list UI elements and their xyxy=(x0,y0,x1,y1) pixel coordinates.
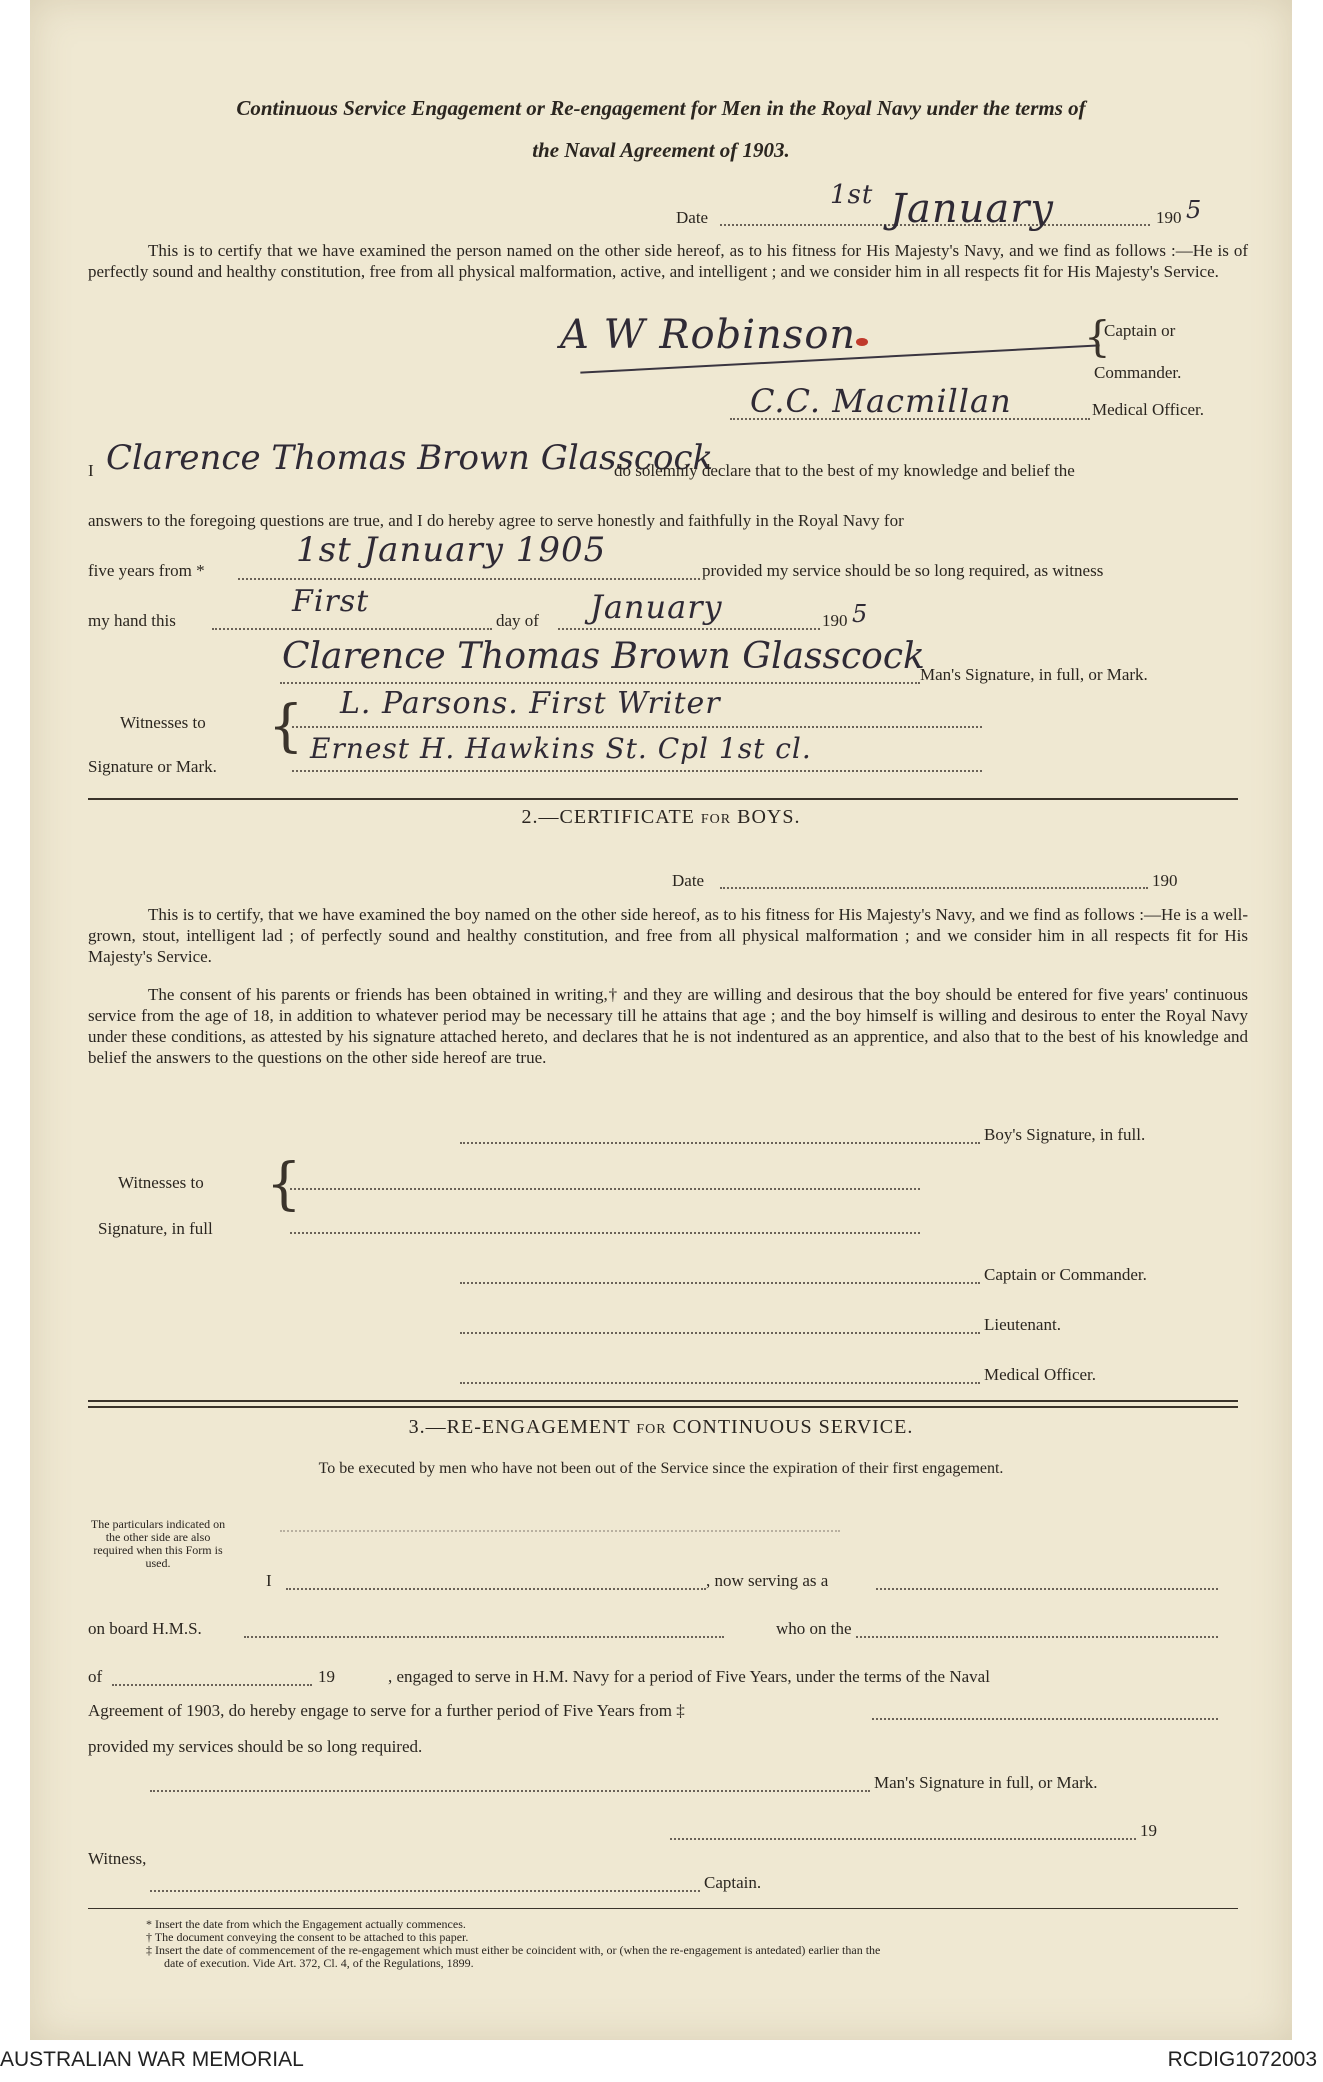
medical-officer-label: Medical Officer. xyxy=(1092,400,1205,419)
section3-year-19: 19 xyxy=(318,1667,335,1686)
date-year-prefix: 190 xyxy=(1156,208,1182,227)
section2-heading: 2.—CERTIFICATE FOR BOYS. xyxy=(521,806,801,828)
section3-engaged-text: , engaged to serve in H.M. Navy for a period of Five Years, under the terms of the Naval xyxy=(388,1667,990,1686)
footnote-3b: date of execution. Vide Art. 372, Cl. 4, of the Regulations, 1899. xyxy=(164,1956,474,1970)
captain-brace: { xyxy=(1084,312,1111,361)
provided-text: provided my service should be so long required, as witness xyxy=(702,561,1104,580)
section3-from-dots xyxy=(872,1718,1218,1720)
section2-captain-label: Captain or Commander. xyxy=(984,1265,1147,1284)
witness-2-dots xyxy=(292,770,982,772)
section3-subheading: To be executed by men who have not been out of the Service since the expiration of their first engagement. xyxy=(318,1460,1004,1477)
section3-witness-label: Witness, xyxy=(88,1849,147,1868)
medical-dots xyxy=(730,418,1090,420)
commander-label: Commander. xyxy=(1094,363,1182,382)
section2-witness-brace: { xyxy=(266,1152,302,1217)
section3-who-on-the: who on the xyxy=(776,1619,852,1638)
section3-agreement-text: Agreement of 1903, do hereby engage to serve for a further period of Five Years from ‡ xyxy=(88,1701,685,1720)
form-title-line2: the Naval Agreement of 1903. xyxy=(532,138,790,162)
section1-certify-text: This is to certify that we have examined the person named on the other side hereof, as to his fitness for His Majesty's Navy, and we find as follows :—He is of perfectly sound and healthy constitution, free from all physical malformation, active, and intelligent ; and we consider him in all respects fit for His Majesty's Service. xyxy=(88,241,1248,281)
caption-left: AUSTRALIAN WAR MEMORIAL xyxy=(0,2048,304,2071)
section2-certify-text: This is to certify, that we have examined the boy named on the other side hereof, as to his fitness for His Majesty's Navy, and we find as follows :—He is a well-grown, stout, intelligent lad ; of perfectly sound and healthy constitution, and free from all physical malformation ; and we consider him in all respects fit for His Majesty's Service. xyxy=(88,905,1248,966)
witness-1-signature: L. Parsons. First Writer xyxy=(340,686,721,721)
declare-text-1: do solemnly declare that to the best of my knowledge and belief the xyxy=(614,461,1075,480)
date-label: Date xyxy=(676,208,709,227)
captain-signature: A W Robinson xyxy=(560,312,857,358)
day-dots xyxy=(212,628,492,630)
footnote-2: † The document conveying the consent to be attached to this paper. xyxy=(146,1930,469,1944)
section-divider-1 xyxy=(88,798,1238,800)
section2-consent-text: The consent of his parents or friends has been obtained in writing,† and they are willing and desirous that the boy should be entered for five years' continuous service from the age of 18, in addition to whatever period may be necessary till he attains that age ; and the boy himself is willing and desirous to enter the Royal Navy under these conditions, as attested by his signature attached hereto, and declares that he is not indentured as an apprentice, and also that to the best of his knowledge and belief the answers to the questions on the other side hereof are true. xyxy=(88,985,1248,1067)
five-years-dots xyxy=(238,578,700,580)
section3-signature-dots xyxy=(150,1790,870,1792)
man-signature-dots xyxy=(280,682,920,684)
section2-witness-1-dots xyxy=(290,1188,920,1190)
witness-2-signature: Ernest H. Hawkins St. Cpl 1st cl. xyxy=(310,732,812,765)
date-hand-day: 1st xyxy=(830,180,874,210)
section2-lieutenant-dots xyxy=(460,1332,980,1334)
man-signature: Clarence Thomas Brown Glasscock xyxy=(282,636,925,677)
form-title-line1: Continuous Service Engagement or Re-engagement for Men in the Royal Navy under the terms of xyxy=(236,96,1086,120)
section3-rating-dots xyxy=(876,1588,1218,1590)
section2-signature-in-full-label: Signature, in full xyxy=(98,1219,213,1238)
red-ink-mark xyxy=(856,338,868,346)
section2-captain-dots xyxy=(460,1282,980,1284)
footnote-divider xyxy=(88,1908,1238,1909)
boy-signature-dots xyxy=(460,1142,980,1144)
section3-on-board: on board H.M.S. xyxy=(88,1619,202,1638)
section2-witness-2-dots xyxy=(290,1232,920,1234)
month-dots xyxy=(558,628,820,630)
document-page xyxy=(30,0,1292,2040)
section3-captain-label: Captain. xyxy=(704,1873,762,1892)
section3-I-label: I xyxy=(266,1571,272,1590)
man-signature-label: Man's Signature, in full, or Mark. xyxy=(920,665,1148,684)
section3-of-label: of xyxy=(88,1667,103,1686)
section3-day-dots xyxy=(856,1636,1218,1638)
signature-or-mark-label: Signature or Mark. xyxy=(88,757,217,776)
section2-date-dots xyxy=(720,887,1148,889)
section3-captain-dots xyxy=(150,1890,700,1892)
section3-date-dots xyxy=(670,1838,1136,1840)
year-prefix: 190 xyxy=(822,611,848,630)
declare-I: I xyxy=(88,461,94,480)
declarant-name: Clarence Thomas Brown Glasscock xyxy=(106,438,714,478)
caption-right: RCDIG1072003 xyxy=(1167,2048,1317,2071)
section3-heading: 3.—RE-ENGAGEMENT FOR CONTINUOUS SERVICE. xyxy=(408,1416,914,1438)
section2-medical-label: Medical Officer. xyxy=(984,1365,1097,1384)
section3-date-19: 19 xyxy=(1140,1821,1157,1840)
witness-brace: { xyxy=(268,694,304,759)
section3-provided-text: provided my services should be so long required. xyxy=(88,1737,423,1756)
witness-1-dots xyxy=(292,726,982,728)
section3-ship-dots xyxy=(244,1636,724,1638)
declare-text-2: answers to the foregoing questions are true, and I do hereby agree to serve honestly and faithfully in the Royal Navy for xyxy=(88,511,904,530)
section3-now-serving: , now serving as a xyxy=(706,1571,829,1590)
section3-name-dots xyxy=(286,1588,706,1590)
month-hand: January xyxy=(590,588,723,626)
medical-officer-signature: C.C. Macmillan xyxy=(750,382,1012,420)
footnote-3: ‡ Insert the date of commencement of the re-engagement which must either be coincident with, or (when the re-engagement is antedated) earlier than the xyxy=(146,1943,881,1957)
section3-side-note: The particulars indicated on the other side are also required when this Form is used. xyxy=(90,1517,226,1570)
date-hand-year: 5 xyxy=(1186,196,1203,224)
day-hand: First xyxy=(292,584,370,619)
date-hand-month: January xyxy=(890,186,1054,232)
section3-faint-dots xyxy=(280,1530,840,1532)
captain-or-label: Captain or xyxy=(1104,321,1176,340)
section3-man-signature-label: Man's Signature in full, or Mark. xyxy=(874,1773,1098,1792)
section2-lieutenant-label: Lieutenant. xyxy=(984,1315,1061,1334)
my-hand-label: my hand this xyxy=(88,611,176,630)
five-years-date: 1st January 1905 xyxy=(296,530,607,570)
section-divider-2 xyxy=(88,1400,1238,1408)
boy-signature-label: Boy's Signature, in full. xyxy=(984,1125,1146,1144)
section3-of-dots xyxy=(112,1684,312,1686)
section2-date-year: 190 xyxy=(1152,871,1178,890)
section2-witnesses-label: Witnesses to xyxy=(118,1173,204,1192)
section2-medical-dots xyxy=(460,1382,980,1384)
witnesses-to-label: Witnesses to xyxy=(120,713,206,732)
section2-date-label: Date xyxy=(672,871,705,890)
footnote-1: * Insert the date from which the Engagement actually commences. xyxy=(146,1917,466,1931)
five-years-label: five years from * xyxy=(88,561,205,580)
year-hand: 5 xyxy=(852,600,869,628)
day-of-label: day of xyxy=(496,611,539,630)
